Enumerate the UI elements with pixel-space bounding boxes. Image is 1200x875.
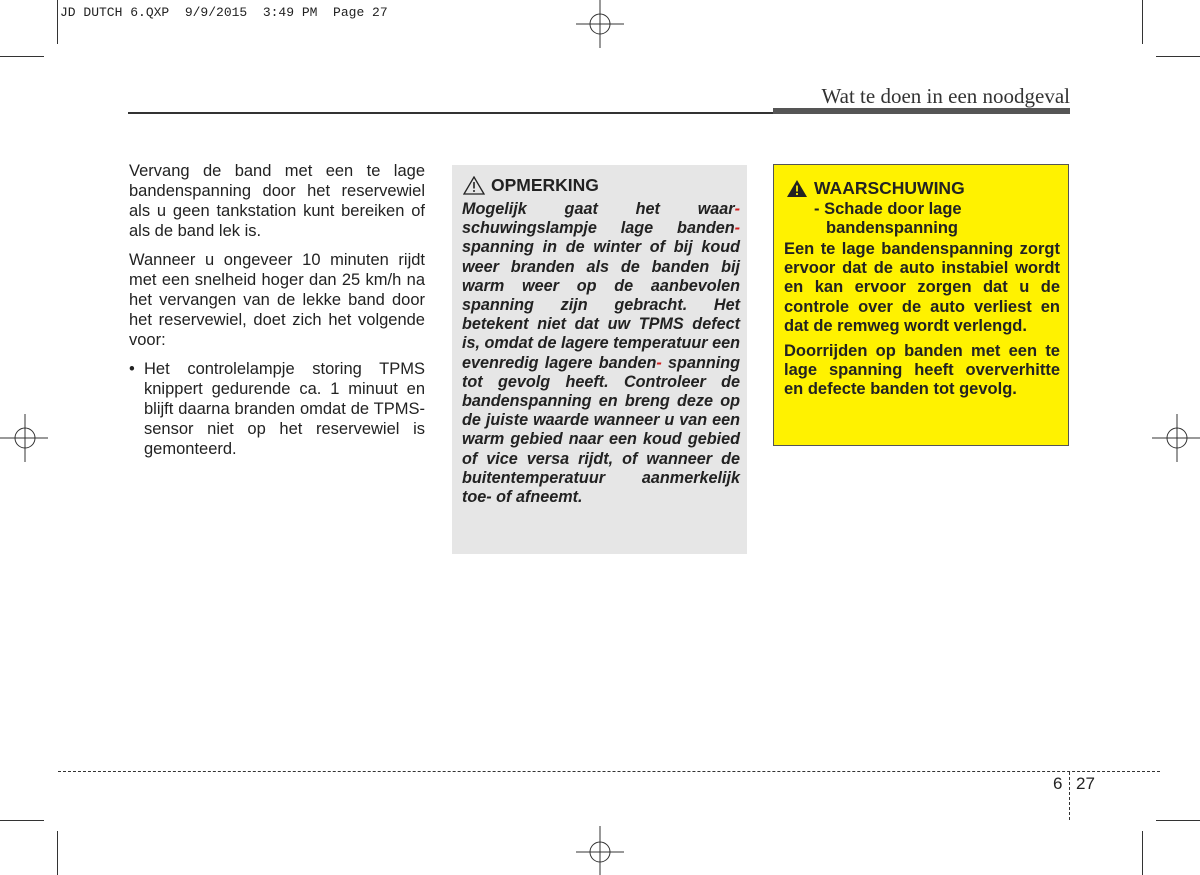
main-text-column	[129, 161, 425, 459]
warning-triangle-outline-icon	[463, 176, 485, 195]
page-number-separator	[1069, 772, 1070, 820]
registration-mark-right	[1150, 410, 1200, 470]
warning-body	[784, 240, 1060, 406]
note-box	[452, 165, 747, 554]
section-title: Wat te doen in een noodgeval	[821, 84, 1070, 108]
header-rule	[128, 112, 773, 114]
warning-triangle-filled-icon	[786, 179, 808, 198]
page-number: 27	[1076, 774, 1095, 793]
chapter-number: 6	[1053, 774, 1063, 793]
paragraph: Vervang de band met een te lage bandenspanning door het reservewiel als u geen tankstation kunt bereiken of als de band lek is.	[129, 162, 425, 240]
note-heading	[463, 175, 599, 196]
warning-title: WAARSCHUWING	[814, 178, 965, 198]
registration-mark-left	[0, 410, 50, 470]
list-item: • Het controlelampje storing TPMS knippert gedurende ca. 1 minuut en blijft daarna branden omdat de TPMS-sensor niet op het reservewiel is gemonteerd.	[129, 359, 425, 459]
note-body: Mogelijk gaat het waar- schuwingslampje lage banden- spanning in de winter of bij koud weer branden als de banden bij warm weer op de aanbevolen spanning zijn gebracht. Het betekent niet dat uw TPMS defect is, omdat de lagere temperatuur een evenredig lagere banden- spanning tot gevolg heeft. Controleer de bandenspanning en breng deze op de juiste waarde wanneer u van een warm gebied naar een koud gebied of vice versa rijdt, of wanneer de buitentemperatuur aanmerkelijk toe- of afneemt.	[462, 200, 740, 507]
paragraph: Wanneer u ongeveer 10 minuten rijdt met een snelheid hoger dan 25 km/h na het vervangen van de lekke band door het reservewiel, doet zich het volgende voor:	[129, 251, 425, 349]
warning-subtitle: - Schade door lage bandenspanning	[814, 200, 962, 237]
footer-rule	[58, 771, 1160, 772]
bullet-list	[129, 359, 425, 459]
paragraph: Doorrijden op banden met een te lage spanning heeft oververhitte en defecte banden tot gevolg.	[784, 342, 1060, 399]
paragraph: Een te lage bandenspanning zorgt ervoor dat de auto instabiel wordt en kan ervoor zorgen dat u de controle over de auto verliest en dat de remweg wordt verlengd.	[784, 240, 1060, 335]
registration-mark-top	[570, 0, 630, 50]
header-rule-accent	[773, 108, 1070, 114]
print-slug: JD DUTCH 6.QXP 9/9/2015 3:49 PM Page 27	[60, 5, 388, 20]
warning-box	[773, 164, 1069, 446]
warning-heading	[786, 178, 965, 199]
registration-mark-bottom	[570, 826, 630, 875]
note-title: OPMERKING	[491, 175, 599, 195]
